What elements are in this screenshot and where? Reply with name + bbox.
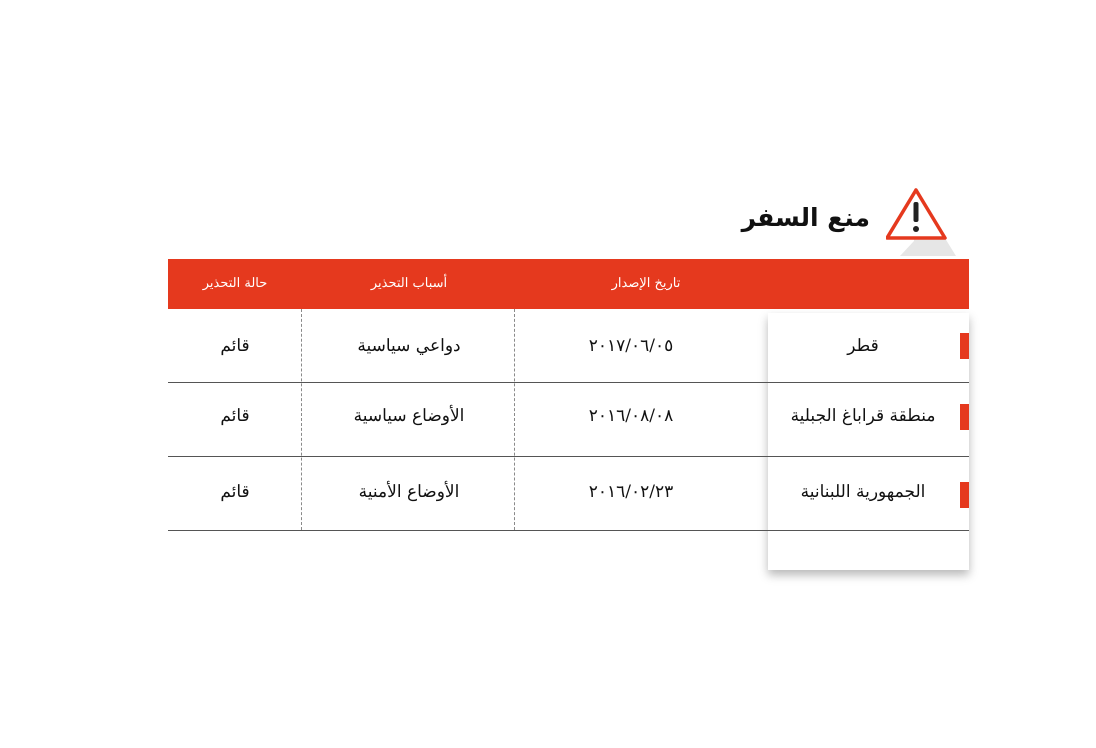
cell-country: الجمهورية اللبنانية bbox=[800, 482, 926, 502]
row-divider bbox=[168, 530, 969, 531]
table-header bbox=[168, 259, 1055, 309]
cell-country: منطقة قراباغ الجبلية bbox=[790, 406, 936, 426]
cell-issue-date: ٢٠١٦/٠٢/٢٣ bbox=[588, 482, 674, 502]
cell-warning-status: قائم bbox=[220, 336, 250, 356]
warning-triangle-icon bbox=[886, 186, 958, 258]
cell-country: قطر bbox=[847, 336, 879, 356]
cell-warning-status: قائم bbox=[220, 482, 250, 502]
column-header-country: البلد bbox=[1017, 272, 1055, 296]
column-header-issue-date: تاريخ الإصدار bbox=[611, 276, 681, 291]
cell-warning-reasons: دواعي سياسية bbox=[357, 336, 461, 356]
cell-warning-status: قائم bbox=[220, 406, 250, 426]
cell-warning-reasons: الأوضاع الأمنية bbox=[358, 482, 460, 502]
cell-warning-reasons: الأوضاع سياسية bbox=[353, 406, 465, 426]
page-title: منع السفر bbox=[741, 203, 870, 232]
row-marker bbox=[960, 333, 969, 359]
row-marker bbox=[960, 482, 969, 508]
column-header-warning-reasons: أسباب التحذير bbox=[370, 276, 448, 291]
cell-issue-date: ٢٠١٧/٠٦/٠٥ bbox=[588, 336, 674, 356]
cell-issue-date: ٢٠١٦/٠٨/٠٨ bbox=[588, 406, 674, 426]
row-marker bbox=[960, 404, 969, 430]
column-header-warning-status: حالة التحذير bbox=[202, 276, 268, 291]
